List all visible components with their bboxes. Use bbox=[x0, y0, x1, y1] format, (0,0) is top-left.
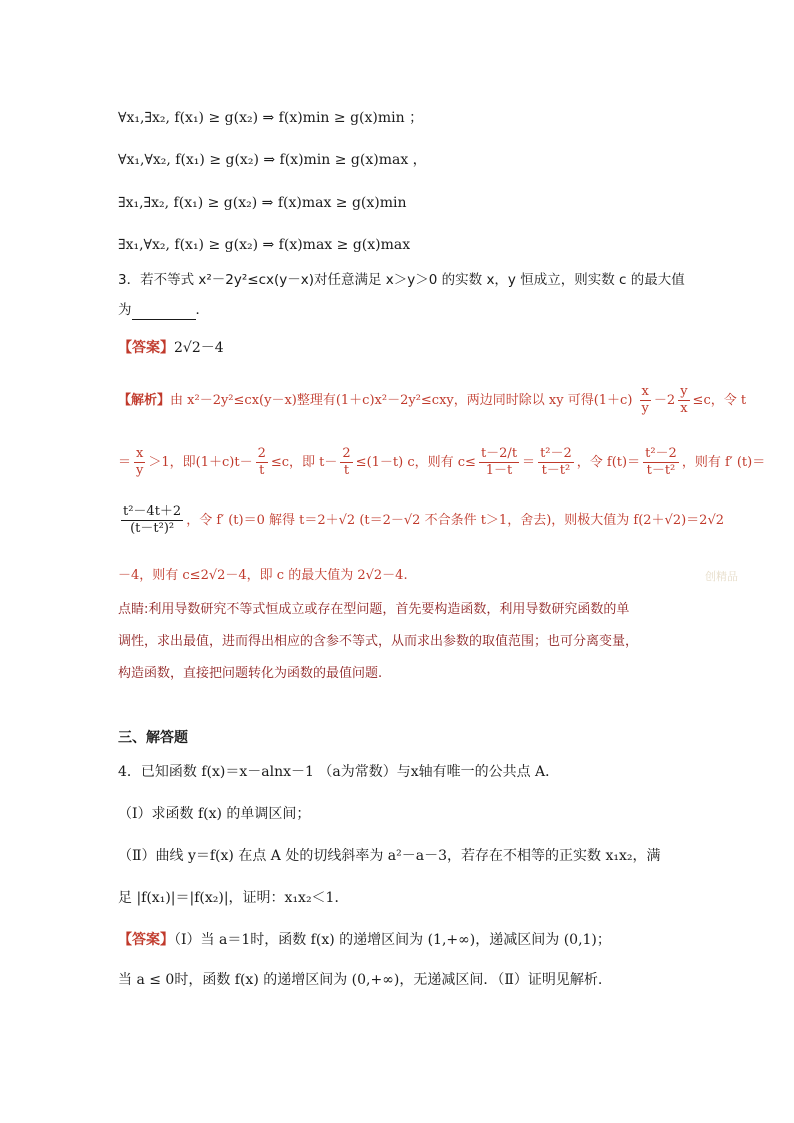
watermark-logo: 创精品 bbox=[705, 570, 738, 583]
analysis-text-1b: －2 bbox=[653, 393, 676, 408]
fraction bbox=[134, 446, 145, 479]
answer-4-tag: 【答案】 bbox=[118, 932, 174, 948]
answer-4-line-1 bbox=[118, 930, 611, 950]
fraction-x-over-y bbox=[640, 384, 651, 417]
answer-value: 2√2－4 bbox=[174, 340, 224, 356]
analysis-text-3: ，令 f′ (t)＝0 解得 t＝2＋√2 (t＝2－√2 不合条件 t＞1，舍去)，则极大值为 f(2＋√2)＝2√2 bbox=[186, 513, 725, 528]
tip-line-3: 构造函数，直接把问题转化为函数的最值问题. bbox=[118, 666, 383, 681]
frac-num: t²－4t＋2 bbox=[123, 504, 182, 519]
question-4-line-2: （Ⅰ）求函数 f(x) 的单调区间； bbox=[118, 806, 311, 822]
question-4-line-4: 足 |f(x₁)|＝|f(x₂)|，证明：x₁x₂＜1． bbox=[118, 890, 349, 906]
a2-text: ＞1，即(1＋c)t－ bbox=[148, 455, 253, 470]
a2-text: ＝ bbox=[522, 455, 536, 470]
frac-num: 2 bbox=[342, 446, 351, 461]
analysis-text-1c: ≤c，令 t bbox=[692, 393, 747, 408]
fraction bbox=[643, 446, 679, 479]
question-4-line-3: （Ⅱ）曲线 y＝f(x) 在点 A 处的切线斜率为 a²－a－3，若存在不相等的正实数 x₁x₂，满 bbox=[118, 848, 661, 864]
frac-num: 2 bbox=[257, 446, 266, 461]
frac-num: x bbox=[134, 446, 145, 463]
frac-num: x bbox=[640, 384, 651, 401]
fraction bbox=[340, 446, 352, 479]
frac-den: y bbox=[641, 401, 649, 416]
frac-num: t－2/t bbox=[480, 446, 518, 461]
frac-den: (t－t²)² bbox=[130, 521, 175, 536]
analysis-line-4: －4，则有 c≤2√2－4，即 c 的最大值为 2√2－4. bbox=[118, 568, 408, 583]
frac-den: t－t² bbox=[646, 463, 676, 478]
answer-4-text-1: （Ⅰ）当 a＝1时，函数 f(x) 的递增区间为 (1,+∞)，递减区间为 (0,1)； bbox=[174, 932, 611, 948]
fraction-derivative bbox=[121, 504, 183, 537]
answer-line bbox=[118, 338, 224, 358]
tip-line-1: 点睛:利用导数研究不等式恒成立或存在型问题，首先要构造函数，利用导数研究函数的单 bbox=[118, 602, 630, 617]
question-4-line-1: 4．已知函数 f(x)＝x－alnx－1 （a为常数）与x轴有唯一的公共点 A． bbox=[118, 764, 560, 780]
a2-text: ，令 f(t)＝ bbox=[576, 455, 641, 470]
fraction bbox=[256, 446, 268, 479]
a2-text: ≤c，即 t－ bbox=[270, 455, 338, 470]
a2-text: ≤(1－t) c，则有 c≤ bbox=[355, 455, 476, 470]
section-title: 三、解答题 bbox=[118, 730, 188, 746]
a2-text: ＝ bbox=[118, 455, 132, 470]
frac-num: y bbox=[680, 384, 688, 399]
analysis-line-1 bbox=[118, 384, 746, 417]
a2-text: ，则有 f′ (t)＝ bbox=[681, 455, 766, 470]
q3-prefix: 为 bbox=[118, 302, 132, 318]
answer-blank bbox=[132, 305, 196, 320]
fraction bbox=[479, 446, 519, 479]
analysis-line-3 bbox=[118, 504, 724, 537]
q3-suffix: ． bbox=[195, 302, 209, 318]
analysis-tag: 【解析】 bbox=[118, 393, 171, 408]
quantifier-line-2: ∀x₁,∀x₂, f(x₁) ≥ g(x₂) ⇒ f(x)min ≥ g(x)max ， bbox=[118, 152, 427, 168]
quantifier-line-3: ∃x₁,∃x₂, f(x₁) ≥ g(x₂) ⇒ f(x)max ≥ g(x)min bbox=[118, 195, 407, 211]
fraction bbox=[538, 446, 574, 479]
frac-num: t²－2 bbox=[645, 446, 677, 461]
frac-den: 1－t bbox=[485, 463, 513, 478]
frac-num: t²－2 bbox=[540, 446, 572, 461]
quantifier-line-4: ∃x₁,∀x₂, f(x₁) ≥ g(x₂) ⇒ f(x)max ≥ g(x)max bbox=[118, 237, 411, 253]
frac-den: y bbox=[136, 463, 144, 478]
fraction-y-over-x bbox=[678, 384, 689, 417]
answer-4-line-2: 当 a ≤ 0时，函数 f(x) 的递增区间为 (0,+∞)，无递减区间．（Ⅱ）证明见解析. bbox=[118, 972, 603, 988]
tip-line-2: 调性，求出最值，进而得出相应的含参不等式，从而求出参数的取值范围；也可分离变量， bbox=[118, 634, 639, 649]
frac-den: t－t² bbox=[541, 463, 571, 478]
analysis-line-2 bbox=[118, 446, 765, 479]
question-3-text: 3．若不等式 x²－2y²≤cx(y－x)对任意满足 x＞y＞0 的实数 x，y 恒成立，则实数 c 的最大值 bbox=[118, 272, 685, 288]
quantifier-line-1: ∀x₁,∃x₂, f(x₁) ≥ g(x₂) ⇒ f(x)min ≥ g(x)min ； bbox=[118, 110, 424, 126]
frac-den: x bbox=[680, 401, 688, 416]
question-3-text-2 bbox=[118, 300, 209, 320]
analysis-text-1: 由 x²－2y²≤cx(y－x)整理有(1＋c)x²－2y²≤cxy，两边同时除以 xy 可得(1＋c) bbox=[170, 393, 633, 408]
answer-tag: 【答案】 bbox=[118, 340, 174, 356]
frac-den: t bbox=[343, 463, 350, 478]
frac-den: t bbox=[259, 463, 265, 478]
